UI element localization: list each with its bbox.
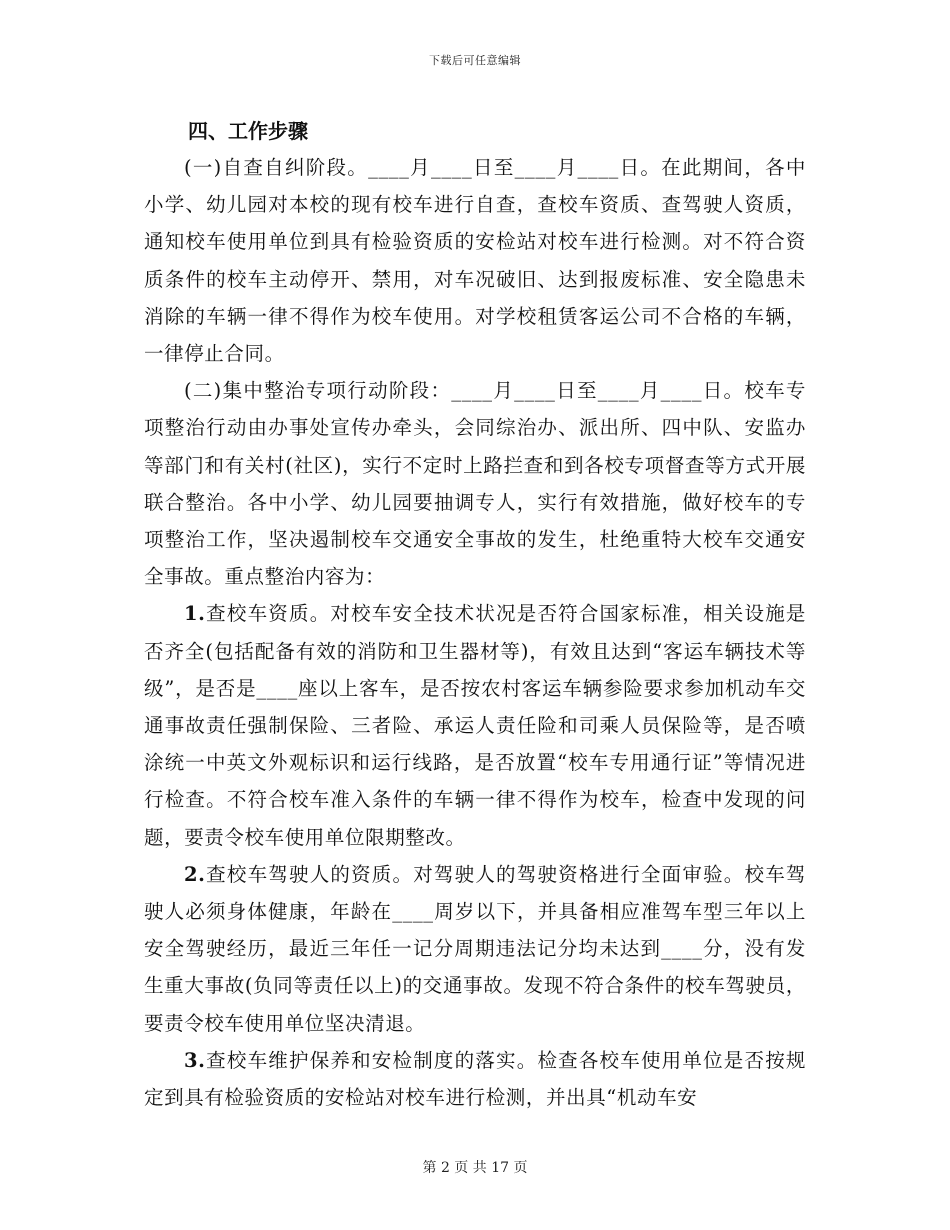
paragraph-self-check — [144, 149, 806, 372]
paragraph-text: (一)自查自纠阶段。____月____日至____月____日。在此期间，各中小学、幼儿园对本校的现有校车进行自查，查校车资质、查驾驶人资质，通知校车使用单位到具有检验资质的安检站对校车进行检测。对不符合资质条件的校车主动停开、禁用，对车况破旧、达到报废标准、安全隐患未消除的车辆一律不得作为校车使用。对学校租赁客运公司不合格的车辆，一律停止合同。 — [144, 156, 806, 366]
paragraph-number: 2. — [184, 862, 206, 886]
document-body — [144, 113, 806, 1116]
paragraph-text: 查校车资质。对校车安全技术状况是否符合国家标准，相关设施是否齐全(包括配备有效的消防和卫生器材等)，有效且达到“客运车辆技术等级”，是否是____座以上客车，是否按农村客运车辆参险要求参加机动车交通事故责任强制保险、三者险、承运人责任险和司乘人员保险等，是否喷涂统一中英文外观标识和运行线路，是否放置“校车专用通行证”等情况进行检查。不符合校车准入条件的车辆一律不得作为校车，检查中发现的问题，要责令校车使用单位限期整改。 — [144, 602, 806, 849]
paragraph-text: 查校车驾驶人的资质。对驾驶人的驾驶资格进行全面审验。校车驾驶人必须身体健康，年龄在____周岁以下，并具备相应准驾车型三年以上安全驾驶经历，最近三年任一记分周期违法记分均未达到____分，没有发生重大事故(负同等责任以上)的交通事故。发现不符合条件的校车驾驶员，要责令校车使用单位坚决清退。 — [144, 862, 806, 1035]
paragraph-item-3 — [144, 1042, 806, 1116]
paragraph-item-2 — [144, 856, 806, 1042]
paragraph-text: 查校车维护保养和安检制度的落实。检查各校车使用单位是否按规定到具有检验资质的安检站对校车进行检测，并出具“机动车安 — [144, 1048, 806, 1110]
paragraph-text: (二)集中整治专项行动阶段：____月____日至____月____日。校车专项整治行动由办事处宣传办牵头，会同综治办、派出所、四中队、安监办等部门和有关村(社区)，实行不定时上路拦查和到各校专项督查等方式开展联合整治。各中小学、幼儿园要抽调专人，实行有效措施，做好校车的专项整治工作，坚决遏制校车交通安全事故的发生，杜绝重特大校车交通安全事故。重点整治内容为： — [144, 379, 806, 589]
paragraph-special-action — [144, 372, 806, 595]
paragraph-number: 1. — [184, 602, 206, 626]
page-number-footer: 第 2 页 共 17 页 — [422, 1160, 528, 1176]
paragraph-item-1 — [144, 595, 806, 855]
paragraph-number: 3. — [184, 1048, 206, 1072]
section-heading: 四、工作步骤 — [188, 119, 308, 143]
page-header-note: 下载后可任意编辑 — [429, 54, 521, 67]
